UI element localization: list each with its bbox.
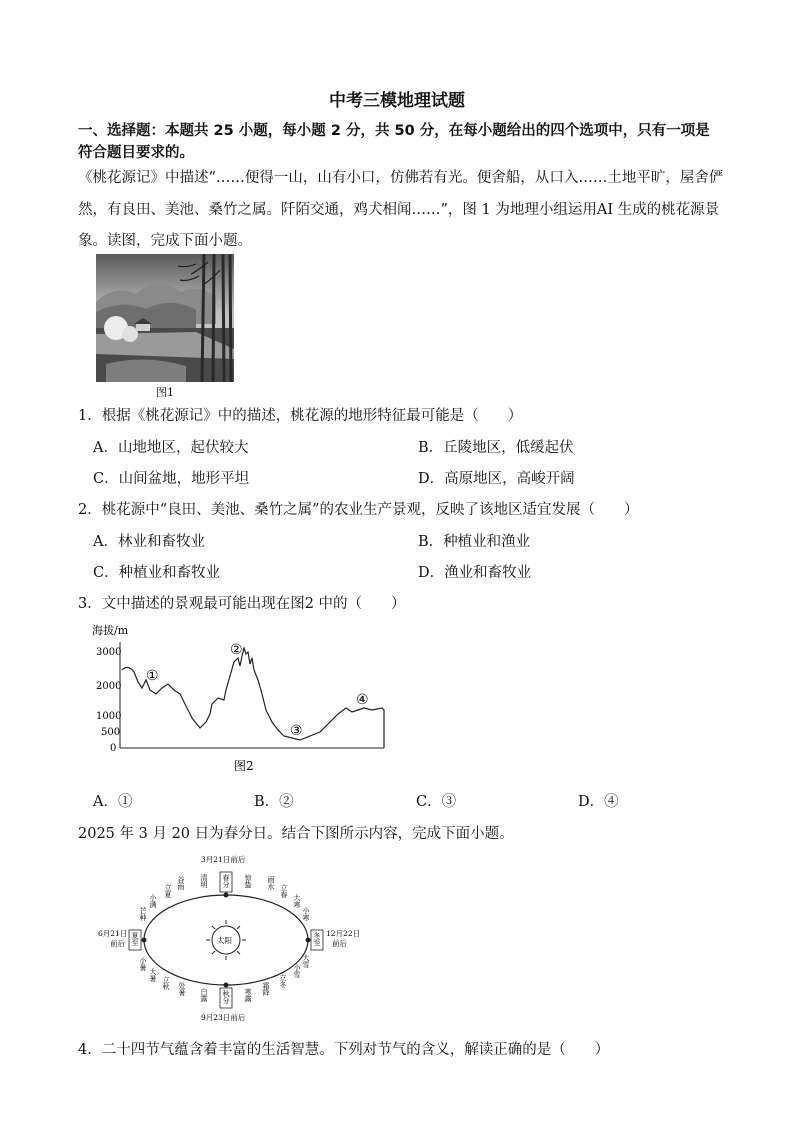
figure-2-ytick-0: 0 [110,743,117,754]
figure-2-ytick-3000: 3000 [96,647,122,658]
figure-2-marker-4: ④ [356,692,369,708]
figure-1-caption: 图1 [156,386,174,399]
question-3-stem: 3．文中描述的景观最可能出现在图2 中的（ ） [78,596,406,612]
term-yushui: 雨水 [267,876,275,890]
intro-line-1: 《桃花源记》中描述“……便得一山，山有小口，仿佛若有光。便舍船，从口入……土地平旷，屋舍俨 [78,170,724,186]
term-dahan: 大寒 [293,894,301,908]
question-3-option-b[interactable]: B．② [254,794,294,810]
question-1-option-c[interactable]: C．山间盆地，地形平坦 [93,471,250,487]
sun-label: 太阳 [217,936,232,945]
question-1-option-a[interactable]: A．山地地区，起伏较大 [93,440,249,456]
date-winter-2: 前后 [332,939,347,948]
figure-1-landscape-image [96,254,234,382]
figure-2-ytick-500: 500 [101,727,121,738]
term-xiaohan: 小寒 [302,907,310,921]
figure-2-marker-1: ① [146,668,159,684]
term-autumn-equinox: 秋分 [222,990,230,1004]
page-title: 中考三模地理试题 [329,91,465,111]
section-header-line1: 一、选择题：本题共 25 小题，每小题 2 分，共 50 分，在每小题给出的四个选项中，只有一项是 [78,123,710,139]
question-1-option-b[interactable]: B．丘陵地区，低缓起伏 [418,440,574,456]
term-xiaoman: 小满 [149,894,157,908]
term-xiaoshu: 小暑 [139,957,147,971]
question-2-option-a[interactable]: A．林业和畜牧业 [93,534,205,550]
term-winter-solstice: 冬至 [313,932,321,946]
figure-2-ylabel: 海拔/m [92,624,129,637]
question-2-option-c[interactable]: C．种植业和畜牧业 [93,565,221,581]
figure-2-ytick-1000: 1000 [96,711,122,722]
term-xiaoxue: 小雪 [293,964,301,978]
term-lichun: 立春 [280,884,288,898]
term-spring-equinox: 春分 [222,874,230,888]
date-summer-1: 6月21日 [98,929,128,938]
term-lidong: 立冬 [279,974,287,988]
question-3-option-d[interactable]: D．④ [578,794,619,810]
question-3-option-c[interactable]: C．③ [416,794,457,810]
date-winter-1: 12月22日 [326,929,361,938]
term-mangzhong: 芒种 [139,907,147,921]
intro-2: 2025 年 3 月 20 日为春分日。结合下图所示内容，完成下面小题。 [78,826,514,842]
question-4-stem: 4．二十四节气蕴含着丰富的生活智慧。下列对节气的含义，解读正确的是（ ） [78,1042,610,1058]
term-shuangjiang: 霜降 [262,982,270,996]
figure-2-ytick-2000: 2000 [96,681,122,692]
figure-2-elevation-profile [90,618,390,778]
figure-2-caption: 图2 [234,759,254,773]
question-2-option-b[interactable]: B．种植业和渔业 [418,534,531,550]
intro-line-2: 然，有良田、美池、桑竹之属。阡陌交通，鸡犬相闻……”，图 1 为地理小组运用AI 生成的桃花源景 [78,202,720,218]
term-daxue: 大雪 [302,954,310,968]
term-lixia: 立夏 [164,884,172,898]
figure-2-marker-2: ② [230,642,243,658]
figure-2-marker-3: ③ [290,723,303,739]
figure-3-solar-terms-orbit [96,850,376,1028]
question-1-stem: 1．根据《桃花源记》中的描述，桃花源的地形特征最可能是（ ） [78,408,523,424]
date-autumn: 9月23日前后 [201,1013,246,1022]
section-header-line2: 符合题目要求的。 [78,145,194,161]
term-guyu: 谷雨 [177,876,185,890]
term-dashu: 大暑 [149,968,157,982]
date-summer-2: 前后 [110,939,125,948]
question-1-option-d[interactable]: D．高原地区，高峻开阔 [418,471,575,487]
term-qingming: 清明 [200,874,208,888]
question-2-stem: 2．桃花源中“良田、美池、桑竹之属”的农业生产景观，反映了该地区适宜发展（ ） [78,502,639,518]
term-hanlu: 寒露 [244,988,252,1002]
question-3-option-a[interactable]: A．① [93,794,133,810]
intro-line-3: 象。读图，完成下面小题。 [78,233,252,249]
term-summer-solstice: 夏至 [131,932,139,946]
date-spring: 3月21日前后 [201,855,246,864]
term-jingzhe: 惊蛰 [244,874,252,888]
term-chushu: 处暑 [178,982,186,996]
term-bailu: 白露 [200,988,208,1002]
term-liqiu: 立秋 [162,976,170,990]
question-2-option-d[interactable]: D．渔业和畜牧业 [418,565,532,581]
